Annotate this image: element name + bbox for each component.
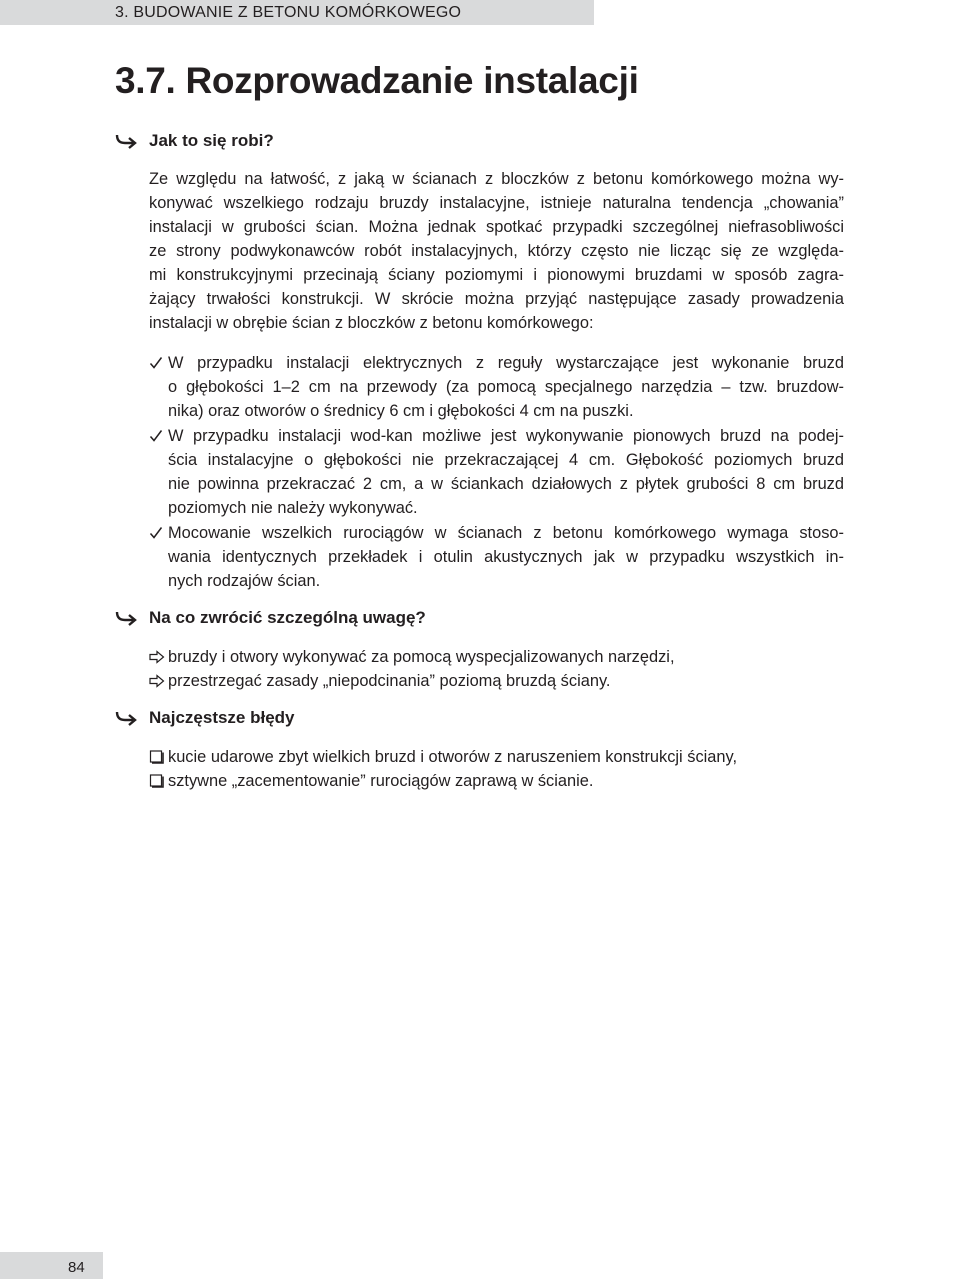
rule-item-electrical — [149, 351, 844, 423]
error-item — [149, 769, 593, 793]
rule-line: o głębokości 1–2 cm na przewody (za pomocą specjalnego narzędzia – tzw. bruzdow- — [168, 378, 844, 396]
rule-line: poziomych nie należy wykonywać. — [168, 499, 418, 517]
checkbox-icon — [149, 750, 165, 764]
rule-item-pipes — [149, 521, 844, 593]
paragraph-line: instalacji w grubości ścian. Można jednak spotkać przypadki szczególnej niefrasobliwości — [149, 218, 844, 236]
outline-arrow-icon — [149, 650, 165, 664]
rule-line: ścia instalacyjne o głębokości nie przekraczającej 4 cm. Głębokość poziomych bruzd — [168, 451, 844, 469]
attention-item — [149, 645, 675, 669]
section-heading-text: Jak to się robi? — [149, 131, 274, 150]
section-heading-attention — [115, 608, 426, 628]
checkmark-icon — [149, 526, 163, 540]
page-title: 3.7. Rozprowadzanie instalacji — [115, 60, 639, 101]
section-heading-text: Najczęstsze błędy — [149, 708, 295, 727]
checkmark-icon — [149, 429, 163, 443]
attention-item-text: przestrzegać zasady „niepodcinania” poziomą bruzdą ściany. — [168, 672, 611, 690]
intro-paragraph — [149, 167, 844, 335]
checkbox-icon — [149, 774, 165, 788]
rule-line: nie powinna przekraczać 2 cm, a w ściankach działowych z płytek grubości 8 cm bruzd — [168, 475, 844, 493]
paragraph-line: mi konstrukcyjnymi przecinają ściany poziomymi i pionowymi bruzdami w sposób zagra- — [149, 266, 844, 284]
error-item — [149, 745, 737, 769]
rule-line: wania identycznych przekładek i otulin akustycznych jak w przypadku wszystkich in- — [168, 548, 844, 566]
rule-item-plumbing — [149, 424, 844, 520]
section-heading-how — [115, 131, 274, 151]
hook-arrow-icon — [115, 133, 139, 149]
rule-line: Mocowanie wszelkich rurociągów w ścianach z betonu komórkowego wymaga stoso- — [168, 524, 844, 542]
attention-item — [149, 669, 610, 693]
hook-arrow-icon — [115, 610, 139, 626]
outline-arrow-icon — [149, 674, 165, 688]
checkmark-icon — [149, 356, 163, 370]
rule-line: W przypadku instalacji elektrycznych z reguły wystarczające jest wykonanie bruzd — [168, 354, 844, 372]
page-number: 84 — [68, 1259, 85, 1276]
page-number-band — [0, 1252, 103, 1279]
paragraph-line: konywać wszelkiego rodzaju bruzdy instalacyjne, istnieje naturalna tendencja „chowania” — [149, 194, 844, 212]
section-heading-text: Na co zwrócić szczególną uwagę? — [149, 608, 426, 627]
chapter-header: 3. BUDOWANIE Z BETONU KOMÓRKOWEGO — [115, 4, 462, 21]
attention-item-text: bruzdy i otwory wykonywać za pomocą wyspecjalizowanych narzędzi, — [168, 648, 675, 666]
error-item-text: sztywne „zacementowanie” rurociągów zaprawą w ścianie. — [168, 772, 594, 790]
paragraph-line: żający trwałości konstrukcji. W skrócie można przyjąć następujące zasady prowadzenia — [149, 290, 844, 308]
rule-line: nych rodzajów ścian. — [168, 572, 321, 590]
section-heading-errors — [115, 708, 295, 728]
rule-line: nika) oraz otworów o średnicy 6 cm i głębokości 4 cm na puszki. — [168, 402, 634, 420]
paragraph-line: Ze względu na łatwość, z jaką w ścianach z bloczków z betonu komórkowego można wy- — [149, 170, 844, 188]
hook-arrow-icon — [115, 710, 139, 726]
paragraph-line: ze strony podwykonawców robót instalacyjnych, którzy często nie licząc się ze względa- — [149, 242, 844, 260]
paragraph-line: instalacji w obrębie ścian z bloczków z betonu komórkowego: — [149, 314, 594, 332]
rule-line: W przypadku instalacji wod-kan możliwe jest wykonywanie pionowych bruzd na podej- — [168, 427, 844, 445]
error-item-text: kucie udarowe zbyt wielkich bruzd i otworów z naruszeniem konstrukcji ściany, — [168, 748, 738, 766]
